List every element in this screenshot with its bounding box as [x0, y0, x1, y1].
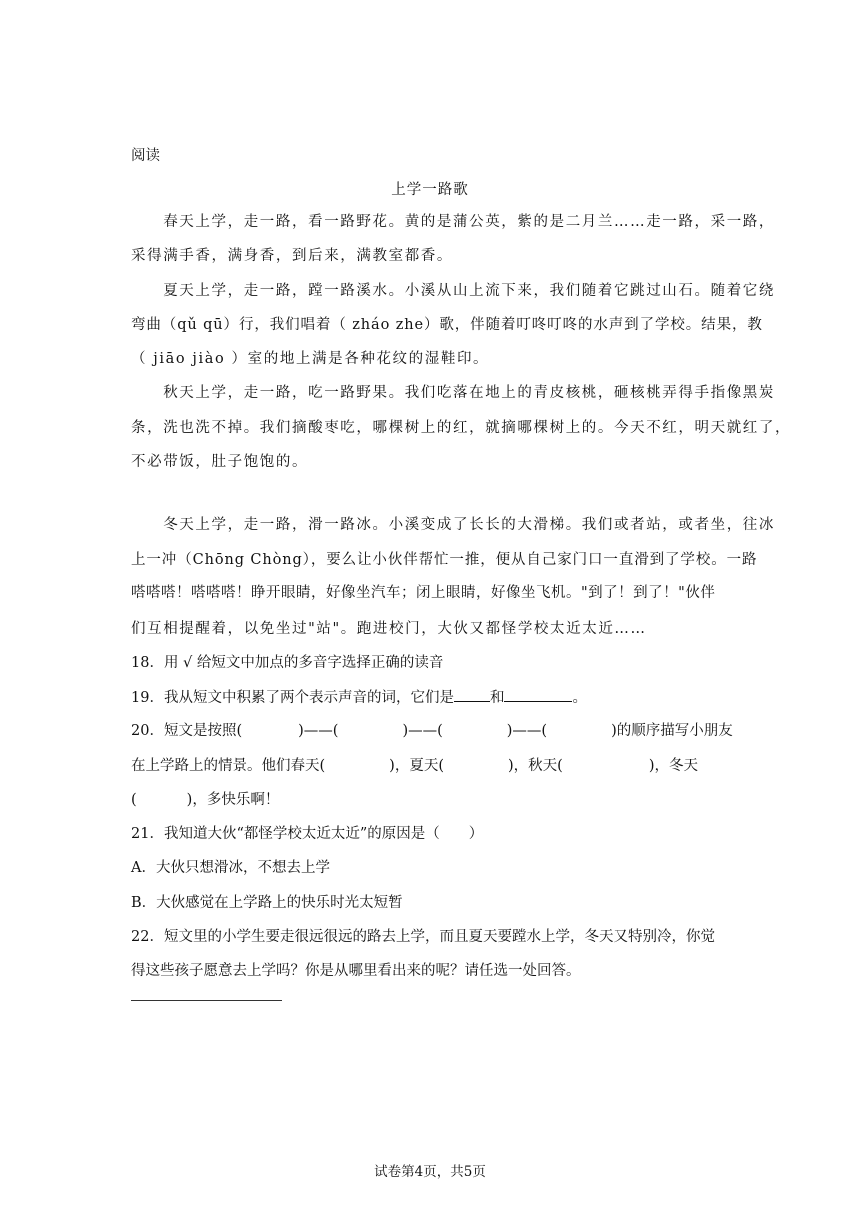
passage-line: 上一冲（Chōng Chòng），要么让小伙伴帮忙一推，便从自己家门口一直滑到了学校。一路 — [131, 552, 758, 568]
question-21-option-a[interactable]: A．大伙只想滑冰，不想去上学 — [131, 860, 330, 876]
passage-line: 夏天上学，走一路，蹚一路溪水。小溪从山上流下来，我们随着它跳过山石。随着它绕 — [131, 283, 775, 299]
question-22-line-1: 22．短文里的小学生要走很远很远的路去上学，而且夏天要蹚水上学，冬天又特别冷，你觉 — [131, 929, 715, 945]
section-label: 阅读 — [131, 148, 160, 164]
answer-line[interactable] — [131, 1000, 282, 1001]
page-footer: 试卷第4页，共5页 — [374, 1164, 486, 1180]
question-20-text: )，多快乐啊！ — [186, 792, 280, 808]
answer-blank[interactable] — [454, 687, 490, 702]
passage-line: 条，洗也洗不掉。我们摘酸枣吃，哪棵树上的红，就摘哪棵树上的。今天不红，明天就红了， — [131, 420, 792, 436]
question-20-text: )——( — [506, 723, 548, 739]
question-20-text: )的顺序描写小朋友 — [611, 723, 733, 739]
question-20-line-1 — [131, 721, 731, 741]
question-19 — [131, 687, 731, 708]
passage-line: 嗒嗒嗒！嗒嗒嗒！睁开眼睛，好像坐汽车；闭上眼睛，好像坐飞机。"到了！到了！"伙伴 — [131, 585, 716, 601]
question-21: 21．我知道大伙“都怪学校太近太近”的原因是（ ） — [131, 826, 484, 842]
question-20-text: )，夏天( — [389, 758, 444, 774]
question-20-text: )——( — [402, 723, 443, 739]
question-19-end: 。 — [572, 690, 587, 706]
passage-line: 秋天上学，走一路，吃一路野果。我们吃落在地上的青皮核桃，砸核桃弄得手指像黑炭 — [131, 385, 775, 401]
question-20-text: )，冬天 — [648, 758, 698, 774]
question-20-text: 20．短文是按照( — [131, 723, 243, 739]
question-20-text: ( — [131, 792, 137, 808]
passage-title: 上学一路歌 — [391, 182, 469, 198]
question-18: 18．用 √ 给短文中加点的多音字选择正确的读音 — [131, 655, 444, 671]
passage-line: 春天上学，走一路，看一路野花。黄的是蒲公英，紫的是二月兰……走一路，采一路， — [131, 214, 775, 230]
question-19-and: 和 — [489, 690, 505, 706]
passage-line: 弯曲（qǔ qū）行，我们唱着（ zháo zhe）歌，伴随着叮咚叮咚的水声到了学校。结果，教 — [131, 317, 763, 333]
question-22-line-2: 得这些孩子愿意去上学吗？你是从哪里看出来的呢？请任选一处回答。 — [131, 963, 581, 979]
question-19-text: 19．我从短文中积累了两个表示声音的词，它们是 — [131, 690, 454, 706]
passage-line: 不必带饭，肚子饱饱的。 — [131, 454, 309, 470]
question-20-line-3 — [131, 790, 731, 810]
passage-line: 们互相提醒着，以免坐过"站"。跑进校门，大伙又都怪学校太近太近…… — [131, 621, 647, 637]
question-21-option-b[interactable]: B．大伙感觉在上学路上的快乐时光太短暂 — [131, 895, 403, 911]
question-20-text: )，秋天( — [507, 758, 563, 774]
question-20-line-2 — [131, 756, 731, 776]
passage-line: 采得满手香，满身香，到后来，满教室都香。 — [131, 248, 453, 264]
passage-line: 冬天上学，走一路，滑一路冰。小溪变成了长长的大滑梯。我们或者站，或者坐，往冰 — [131, 517, 775, 533]
passage-line: （ jiāo jiào ）室的地上满是各种花纹的湿鞋印。 — [131, 351, 490, 367]
question-20-text: 在上学路上的情景。他们春天( — [131, 758, 326, 774]
question-20-text: )——( — [298, 723, 339, 739]
answer-blank[interactable] — [504, 687, 572, 702]
